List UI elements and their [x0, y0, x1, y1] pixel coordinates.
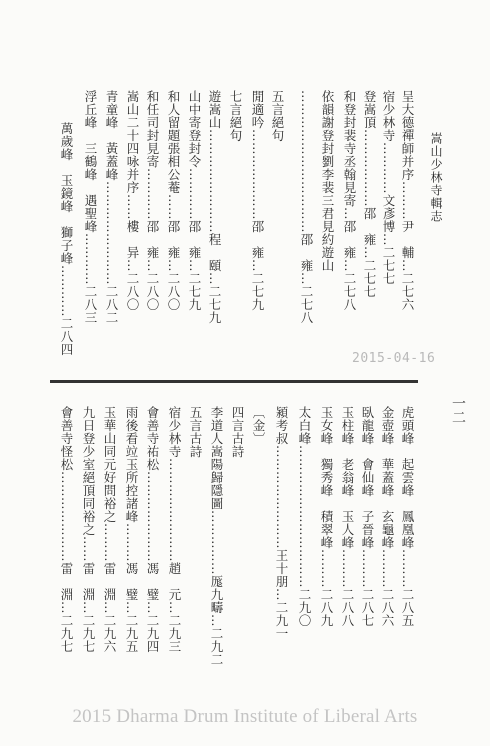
- toc-entry: 玉華山同元好問裕之………雷 淵…二九六: [102, 406, 117, 653]
- toc-entry: 玉柱峰 老翁峰 玉人峰………二八八: [340, 406, 355, 627]
- toc-entry: 山中寄登封令…………邵 雍…二七九: [187, 90, 202, 311]
- toc-entry: 會善寺怪松…………………雷 淵…二九七: [59, 406, 74, 653]
- book-title: 嵩山少林寺輯志: [429, 132, 443, 223]
- toc-entry: 九日登少室絕頂同裕之……雷 淵…二九七: [81, 406, 96, 653]
- toc-entry: 李道人嵩陽歸隱圖……………厖九疇…二九二: [209, 406, 224, 666]
- toc-entry: 和任司封見寄…………邵 雍…二八〇: [145, 90, 160, 311]
- section-heading: 四言古詩: [230, 406, 245, 458]
- toc-entry: ……………………………邵 雍…二七八: [299, 90, 314, 324]
- toc-entry: 會善寺祐松…………………馮 璧…二九四: [145, 406, 160, 653]
- toc-entry: 登嵩頂………………邵 雍…二七七: [362, 90, 377, 298]
- toc-entry: 和登封裴寺丞翰見寄…邵 雍…二七八: [342, 90, 357, 311]
- toc-entry: 雨後看竝玉所控諸峰………馮 璧…二九五: [124, 406, 139, 653]
- toc-entry: 嵩山二十四咏并序……樓 异…二八〇: [125, 90, 140, 311]
- page-number: 一二: [450, 396, 466, 424]
- toc-entry: 潁考叔……………………王十朋…二九一: [274, 406, 289, 640]
- toc-entry: 太白峰……………………………二九〇: [297, 406, 312, 627]
- toc-entry: 閒適吟…………………邵 雍…二七九: [250, 90, 265, 311]
- toc-entry: 和人留題張相公菴……邵 雍…二八〇: [166, 90, 181, 311]
- toc-entry: 遊嵩山……………………程 頤…二七九: [207, 90, 222, 324]
- toc-entry: 宿少林寺…………文彥博…二七七: [381, 90, 396, 285]
- section-heading: 五言絕句: [270, 90, 285, 142]
- dynasty-heading: 〔金〕: [251, 406, 266, 445]
- toc-entry: 虎頭峰 起雲峰 鳳凰峰………二八五: [400, 406, 415, 627]
- date-stamp: 2015-04-16: [352, 351, 436, 366]
- toc-entry: 萬歲峰 玉鏡峰 獅子峰…………二八四: [59, 122, 74, 356]
- toc-entry: 浮丘峰 三鶴峰 遇聖峰…………二八三: [83, 90, 98, 324]
- toc-entry: 宿少林寺……………………趙 元…二九三: [167, 406, 182, 653]
- toc-entry: 玉女峰 獨秀峰 積翠峰………二八九: [319, 406, 334, 627]
- toc-entry: 金壺峰 華蓋峰 玄龜峰………二八六: [380, 406, 395, 627]
- section-heading: 七言絕句: [228, 90, 243, 142]
- watermark-footer: 2015 Dharma Drum Institute of Liberal Arts: [72, 706, 418, 727]
- toc-entry: 依韻謝登封劉李裴三君見約遊山: [320, 90, 335, 272]
- toc-entry: 青童峰 黃蓋峰……………………二八二: [104, 90, 119, 324]
- section-heading: 五言古詩: [188, 406, 203, 458]
- toc-entry: 臥龍峰 會仙峰 子晉峰………二八七: [360, 406, 375, 627]
- section-divider: [50, 380, 418, 383]
- toc-entry: 呈大德禪師并序………尹 輔…二七六: [400, 90, 415, 311]
